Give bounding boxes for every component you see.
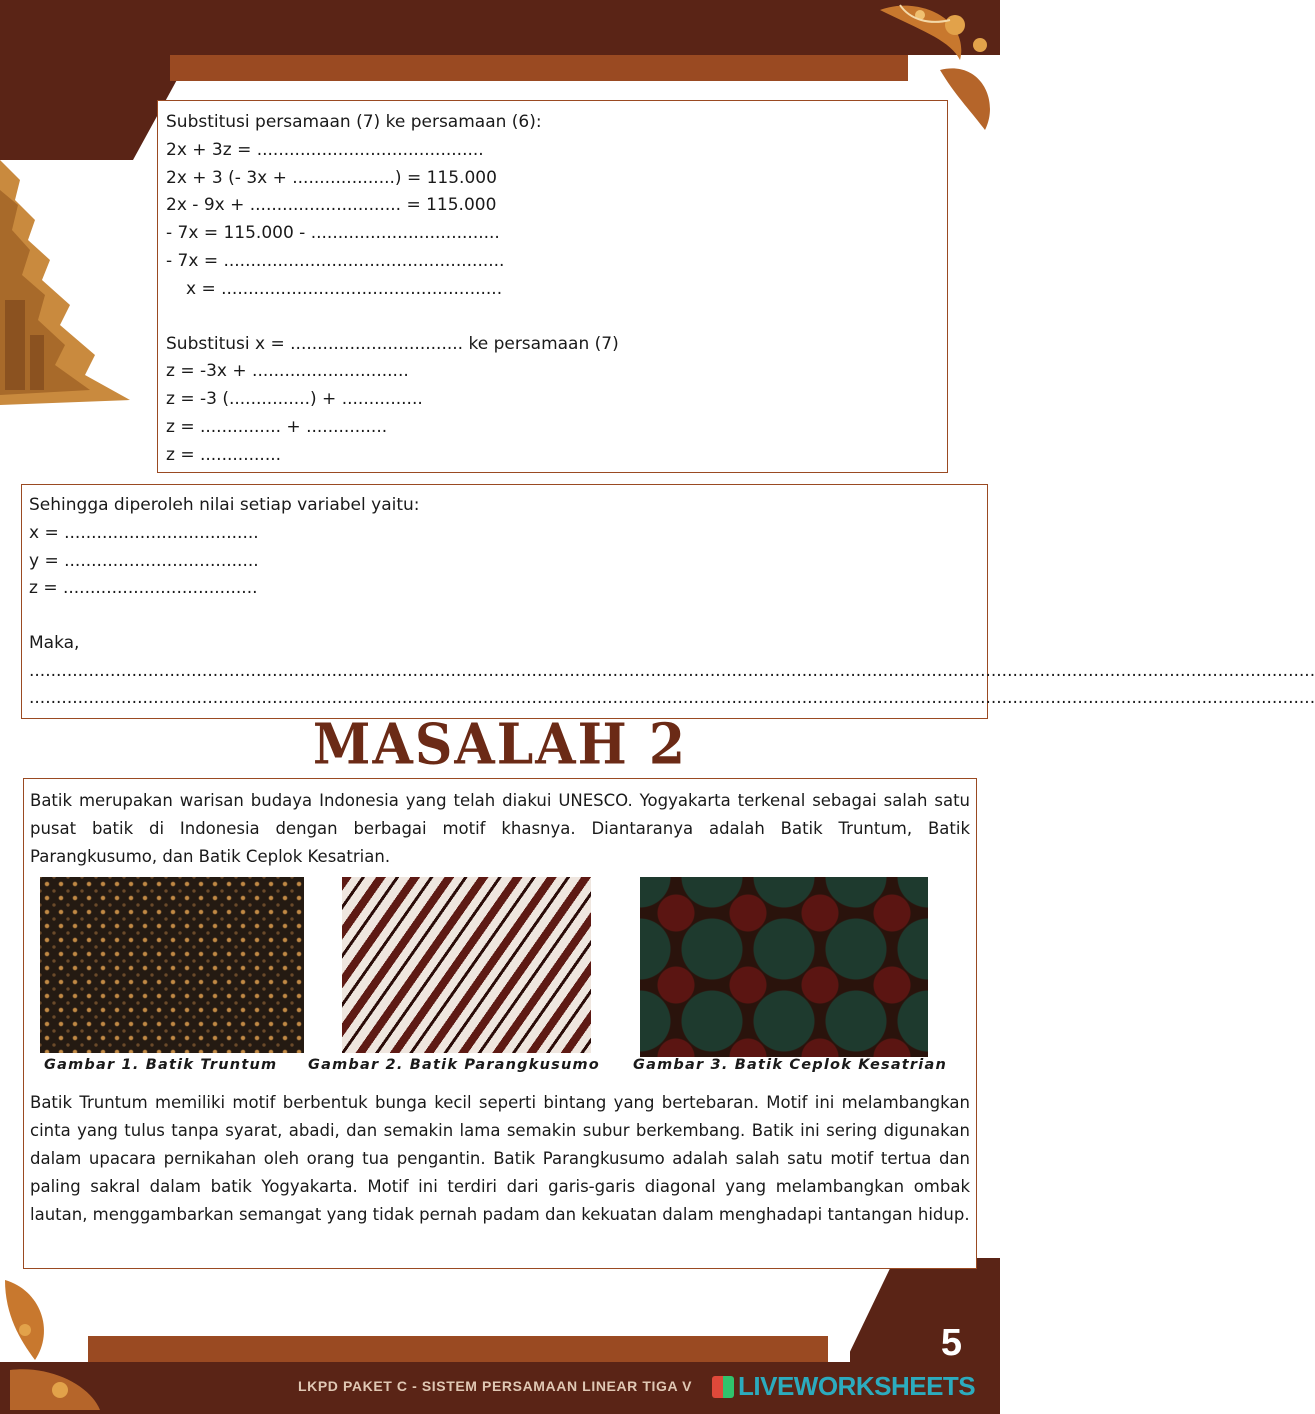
step-line: Substitusi x = ................................ ke persamaan (7) [166,333,619,354]
step-line: Substitusi persamaan (7) ke persamaan (6): [166,112,542,132]
step-line: z = -3x + ............................. [166,361,409,382]
step-line: 2x - 9x + ............................ = 115.000 [166,195,497,216]
values-intro: Sehingga diperoleh nilai setiap variabel yaitu: [29,495,420,515]
batik-images [30,871,970,1089]
batik-intro: Batik merupakan warisan budaya Indonesia yang telah diakui UNESCO. Yogyakarta terkenal sebagai salah satu pusat batik di Indonesia dengan berbagai motif khasnya. Diantaranya adalah Batik Truntum, Batik Parangkusumo, dan Batik Ceplok Kesatrian. [30,791,970,866]
z-value-line: z = .................................... [29,578,258,599]
watermark-text: LIVEWORKSHEETS [738,1371,976,1401]
figure-caption: Gambar 1. Batik Truntum [44,1057,278,1073]
step-line: - 7x = 115.000 - ................................... [166,223,500,244]
batik-description: Batik Truntum memiliki motif berbentuk bunga kecil seperti bintang yang bertebaran. Motif ini melambangkan cinta yang tulus tanpa syarat, abadi, dan semakin lama semakin subur berkembang. Batik ini sering digunakan dalam upacara pernikahan oleh orang tua pengantin. Batik Parangkusumo adalah salah satu motif tertua dan paling sakral dalam batik Yogyakarta. Motif ini terdiri dari garis-garis diagonal yang melambangkan ombak lautan, menggambarkan semangat yang tidak pernah padam dan kekuatan dalam menghadapi tantangan hidup. [30,1093,970,1224]
batik-parangkusumo-image [342,877,591,1053]
step-line: x = .................................................... [186,278,503,299]
answer-line: .............................................................................................................................................................................................................................................. [29,660,1315,681]
step-line: 2x + 3 (- 3x + ...................) = 115.000 [166,167,497,188]
x-value-line: x = .................................... [29,522,259,543]
answer-line: .............................................................................................................................................................................................................................................. [29,688,1315,709]
temple-ornament-icon [0,160,135,410]
substitution-box [157,100,948,473]
y-value-line: y = .................................... [29,550,259,571]
footer-title: LKPD PAKET C - SISTEM PERSAMAAN LINEAR TIGA V [298,1378,693,1394]
bottom-accent-band [88,1336,828,1362]
batik-truntum-image [40,877,304,1053]
step-line: z = ............... [166,444,282,465]
top-accent-band [170,55,908,81]
figure-caption: Gambar 2. Batik Parangkusumo [308,1057,600,1073]
leaf-ornament-icon [0,1270,110,1414]
maka-label: Maka, [29,633,80,654]
liveworksheets-logo-icon [712,1376,734,1398]
step-line: - 7x = .................................................... [166,250,505,271]
step-line: z = ............... + ............... [166,416,388,437]
step-line: 2x + 3z = .......................................... [166,139,484,160]
problem-2-box [23,778,977,1269]
liveworksheets-watermark [712,1371,975,1402]
page-number: 5 [940,1322,962,1364]
variable-values-box [21,484,1315,719]
section-heading: MASALAH 2 [312,711,688,778]
step-line: z = -3 (...............) + ............... [166,389,423,410]
figure-caption: Gambar 3. Batik Ceplok Kesatrian [633,1057,947,1073]
batik-ceplok-kesatrian-image [640,877,928,1057]
